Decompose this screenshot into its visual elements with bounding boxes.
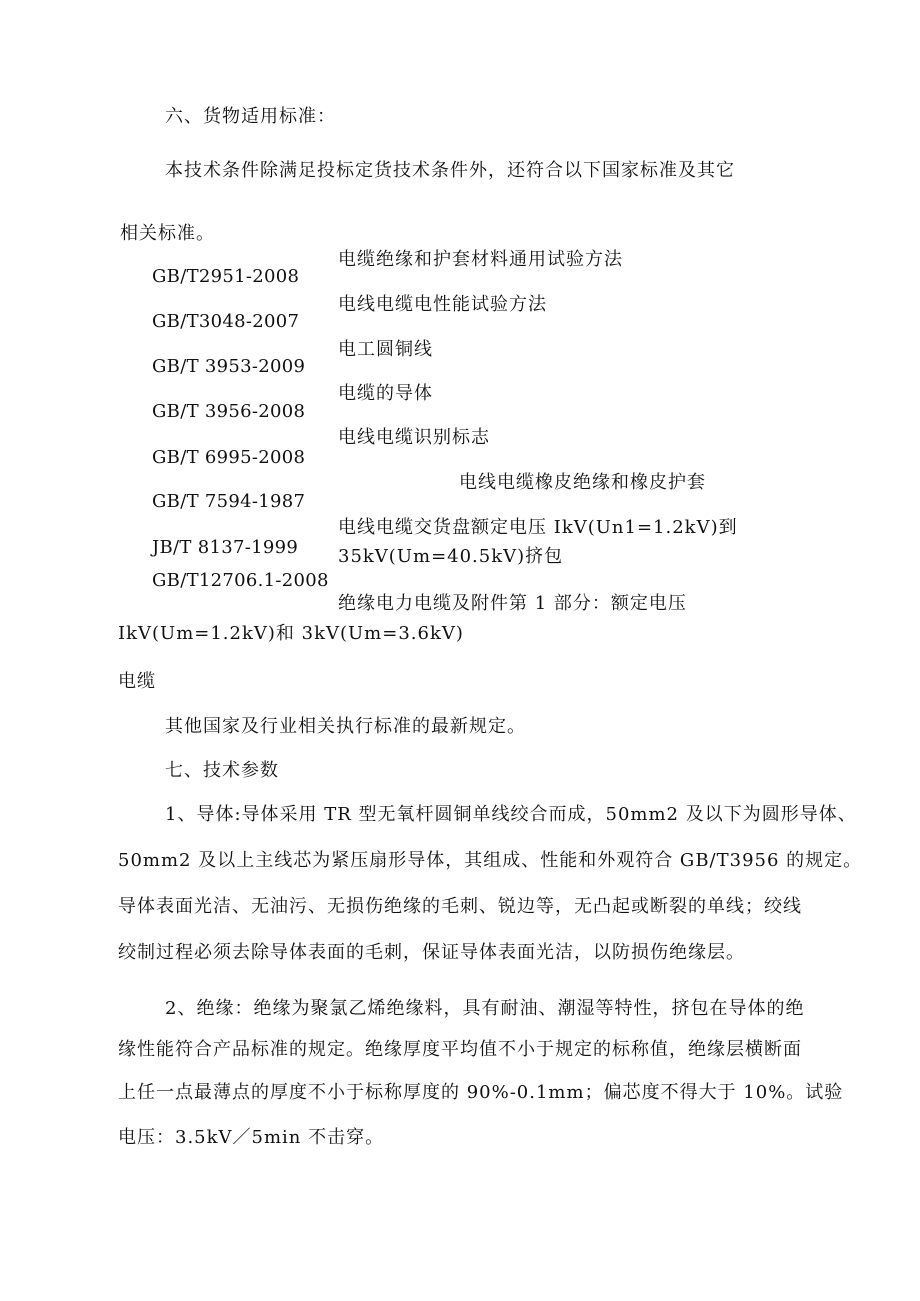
- standard-code: GB/T3048-2007: [152, 311, 300, 332]
- standard-code: GB/T2951-2008: [152, 266, 300, 287]
- voltage-range-text-cont: 35kV(Um=40.5kV)挤包: [338, 546, 564, 567]
- other-standards-text: 其他国家及行业相关执行标准的最新规定。: [165, 716, 526, 737]
- paragraph-line: 50mm2 及以上主线芯为紧压扇形导体，其组成、性能和外观符合 GB/T3956 的规定。: [118, 850, 863, 871]
- paragraph-line: 电压：3.5kV／5min 不击穿。: [118, 1127, 385, 1148]
- standard-title: 电线电缆交货盘: [338, 517, 471, 538]
- standard-title: 电缆的导体: [338, 383, 433, 404]
- standard-title-end: 电缆: [118, 671, 156, 692]
- section6-intro-line2: 相关标准。: [120, 223, 215, 244]
- standard-title-cont: [338, 519, 738, 537]
- paragraph-line: 2、绝缘：绝缘为聚氯乙烯绝缘料，具有耐油、潮湿等特性，挤包在导体的绝: [165, 998, 805, 1019]
- standard-title: 绝缘电力电缆及附件第 1 部分：额定电压: [338, 593, 687, 614]
- standard-code: JB/T 8137-1999: [152, 537, 299, 558]
- standard-code: GB/T 7594-1987: [152, 491, 306, 512]
- paragraph-line: 缘性能符合产品标准的规定。绝缘厚度平均值不小于规定的标称值，绝缘层横断面: [118, 1039, 802, 1060]
- section6-heading: 六、货物适用标准：: [165, 106, 336, 127]
- standard-title: 电线电缆电性能试验方法: [338, 294, 547, 315]
- section7-heading: 七、技术参数: [165, 760, 279, 781]
- voltage-range-text: 额定电压 IkV(Un1=1.2kV)到: [471, 517, 738, 538]
- standard-code: GB/T 3956-2008: [152, 401, 306, 422]
- standard-code-clipped: [152, 537, 299, 558]
- standard-code: GB/T12706.1-2008: [152, 570, 329, 591]
- paragraph-line: 绞制过程必须去除导体表面的毛刺，保证导体表面光洁，以防损伤绝缘层。: [118, 942, 745, 963]
- standard-title: 电线电缆识别标志: [338, 427, 490, 448]
- paragraph-line: 导体表面光洁、无油污、无损伤绝缘的毛刺、锐边等，无凸起或断裂的单线；绞线: [118, 896, 802, 917]
- standard-title: 电缆绝缘和护套材料通用试验方法: [338, 249, 623, 270]
- paragraph-line: 上任一点最薄点的厚度不小于标称厚度的 90%-0.1mm；偏芯度不得大于 10%。试验: [118, 1082, 844, 1103]
- section6-intro-line1: 本技术条件除满足投标定货技术条件外，还符合以下国家标准及其它: [165, 160, 735, 181]
- paragraph-line: 1、导体:导体采用 TR 型无氧杆圆铜单线绞合而成，50mm2 及以下为圆形导体、: [165, 804, 857, 825]
- standard-title: 电线电缆橡皮绝缘和橡皮护套: [459, 472, 706, 493]
- standard-title: 电工圆铜线: [338, 339, 433, 360]
- standard-code: GB/T 3953-2009: [152, 356, 306, 377]
- standard-title-cont: IkV(Um=1.2kV)和 3kV(Um=3.6kV): [118, 623, 464, 644]
- standard-code: GB/T 6995-2008: [152, 447, 306, 468]
